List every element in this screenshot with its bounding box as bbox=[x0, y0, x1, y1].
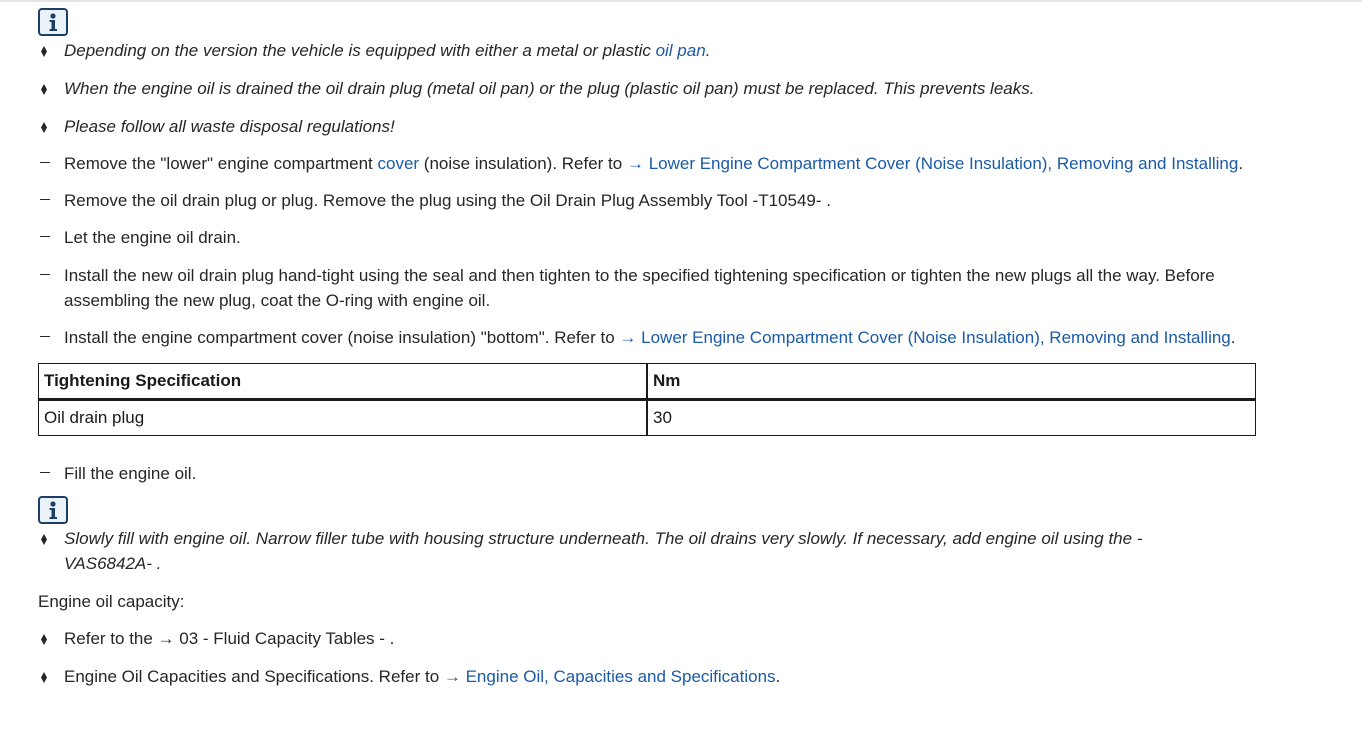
step-item bbox=[38, 188, 1258, 213]
table-header-cell: Nm bbox=[647, 363, 1256, 400]
step-item: Remove the "lower" engine compartment cover (noise insulation). Refer to → Lower Engine Compartment Cover (Noise Insulation), Removing and Installing. bbox=[38, 151, 1258, 176]
table-row bbox=[38, 400, 1256, 436]
step-item bbox=[38, 225, 1258, 250]
note-item bbox=[38, 76, 1258, 101]
step-list bbox=[38, 151, 1258, 350]
dash-bullet-icon bbox=[38, 188, 64, 213]
oil-pan-link[interactable]: oil pan bbox=[655, 41, 706, 60]
capacity-label: Engine oil capacity: bbox=[38, 592, 185, 611]
dash-bullet-icon bbox=[38, 461, 64, 486]
step-item: Install the engine compartment cover (noise insulation) "bottom". Refer to → Lower Engine Compartment Cover (Noise Insulation), Removing and Installing. bbox=[38, 325, 1258, 350]
step-text: Remove the oil drain plug or plug. Remove the plug using the Oil Drain Plug Assembly Tool -T10549- . bbox=[64, 191, 831, 210]
diamond-bullet-icon bbox=[38, 526, 64, 551]
table-header-row bbox=[38, 363, 1256, 400]
note-text: Slowly fill with engine oil. Narrow filler tube with housing structure underneath. The oil drains very slowly. If necessary, add engine oil using the -VAS6842A- . bbox=[64, 529, 1143, 573]
tightening-spec-table bbox=[38, 363, 1256, 436]
capacity-item bbox=[38, 626, 1258, 651]
dash-bullet-icon bbox=[38, 151, 64, 176]
engine-oil-capacities-link[interactable]: → Engine Oil, Capacities and Specifications bbox=[443, 667, 776, 686]
diamond-bullet-icon bbox=[38, 38, 64, 63]
capacity-item: Engine Oil Capacities and Specifications. Refer to → Engine Oil, Capacities and Specifications. bbox=[38, 664, 1258, 689]
lower-cover-link[interactable]: → Lower Engine Compartment Cover (Noise Insulation), Removing and Installing bbox=[626, 154, 1239, 173]
lower-cover-link[interactable]: → Lower Engine Compartment Cover (Noise Insulation), Removing and Installing bbox=[619, 328, 1231, 347]
step-item bbox=[38, 263, 1258, 313]
note-item bbox=[38, 526, 1258, 576]
info-icon bbox=[38, 496, 68, 524]
capacity-text: Refer to the → 03 - Fluid Capacity Tables - . bbox=[64, 629, 395, 648]
info-icon bbox=[38, 8, 68, 36]
diamond-bullet-icon bbox=[38, 76, 64, 101]
top-divider bbox=[0, 0, 1362, 2]
note-text: Please follow all waste disposal regulations! bbox=[64, 117, 395, 136]
step-text: Fill the engine oil. bbox=[64, 464, 197, 483]
document-content bbox=[38, 8, 1258, 689]
dash-bullet-icon bbox=[38, 263, 64, 288]
diamond-bullet-icon bbox=[38, 114, 64, 139]
step-item bbox=[38, 461, 1258, 486]
diamond-bullet-icon bbox=[38, 664, 64, 689]
note-text: Depending on the version the vehicle is equipped with either a metal or plastic bbox=[64, 41, 656, 60]
note-list-1 bbox=[38, 38, 1258, 139]
note-text: When the engine oil is drained the oil drain plug (metal oil pan) or the plug (plastic oil pan) must be replaced. This prevents leaks. bbox=[64, 79, 1035, 98]
cover-link[interactable]: cover bbox=[377, 154, 420, 173]
diamond-bullet-icon bbox=[38, 626, 64, 651]
table-header-cell: Tightening Specification bbox=[38, 363, 647, 400]
dash-bullet-icon bbox=[38, 225, 64, 250]
note-item bbox=[38, 114, 1258, 139]
step-text: Install the new oil drain plug hand-tight using the seal and then tighten to the specified tightening specification or tighten the new plugs all the way. Before assembling the new plug, coat the O-ring with engine oil. bbox=[64, 266, 1215, 310]
note-item: Depending on the version the vehicle is equipped with either a metal or plastic oil pan. bbox=[38, 38, 1258, 63]
dash-bullet-icon bbox=[38, 325, 64, 350]
step-text: Let the engine oil drain. bbox=[64, 228, 241, 247]
table-cell: 30 bbox=[647, 400, 1256, 436]
table-cell: Oil drain plug bbox=[38, 400, 647, 436]
